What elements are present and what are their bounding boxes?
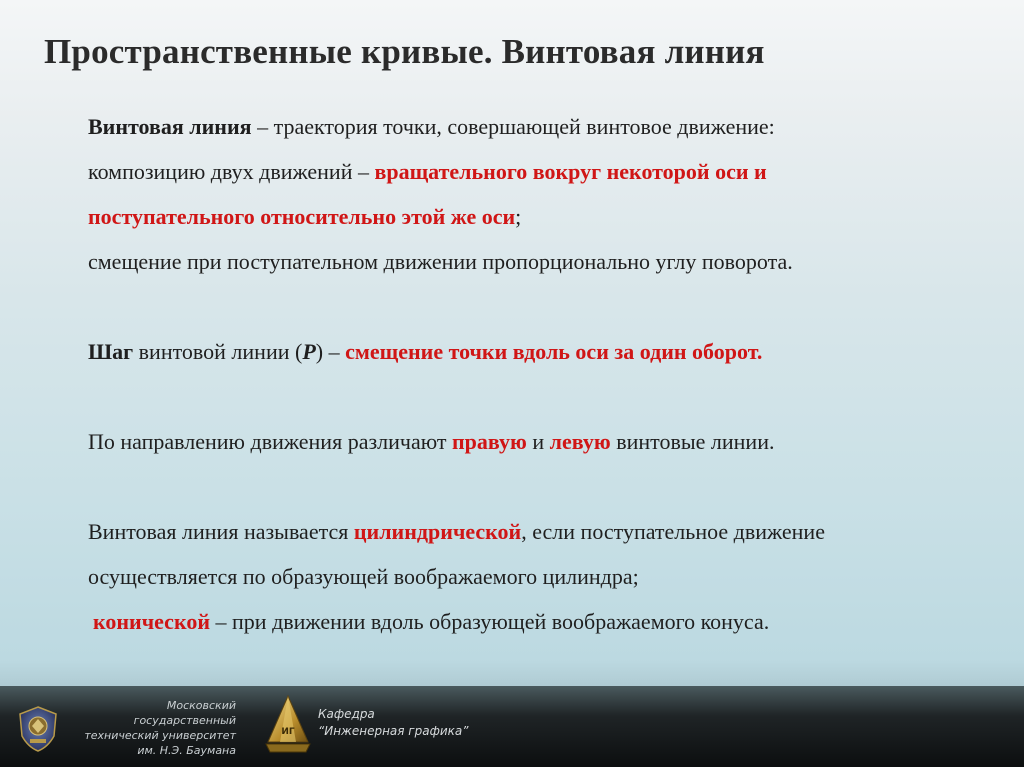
- pitch-definition: [88, 329, 988, 374]
- cylindrical-sentence-line-1: [88, 509, 988, 554]
- direction-text: По направлению движения различают: [88, 429, 452, 454]
- direction-sentence: [88, 419, 988, 464]
- definition-text: – траектория точки, совершающей винтовое движение:: [251, 114, 775, 139]
- department-name-line: Кафедра: [318, 707, 375, 721]
- slide-body: [88, 104, 988, 644]
- department-name-line: “Инженерная графика”: [318, 724, 469, 738]
- university-name-line: им. Н.Э. Баумана: [137, 744, 236, 757]
- pitch-text: ) –: [315, 339, 346, 364]
- pitch-symbol: P: [302, 339, 316, 364]
- highlight-conical: конической: [93, 609, 211, 634]
- direction-text: и: [526, 429, 550, 454]
- cylindrical-text: Винтовая линия называется: [88, 519, 354, 544]
- definition-text: ;: [515, 204, 522, 229]
- definition-line-2: [88, 149, 988, 194]
- footer-bar: [0, 686, 1024, 767]
- definition-line-3: [88, 194, 988, 239]
- highlight-pitch: смещение точки вдоль оси за один оборот.: [345, 339, 763, 364]
- university-name-line: Московский государственный: [133, 699, 236, 727]
- conical-sentence: [88, 599, 988, 644]
- department-logo-icon: [262, 694, 314, 756]
- definition-text: композицию двух движений –: [88, 159, 375, 184]
- term-helix: Винтовая линия: [88, 114, 252, 139]
- highlight-right: правую: [452, 429, 527, 454]
- direction-text: винтовые линии.: [610, 429, 775, 454]
- svg-text:ИГ: ИГ: [281, 727, 295, 737]
- university-name-line: технический университет: [84, 729, 236, 742]
- highlight-rotational: вращательного вокруг некоторой оси и: [374, 159, 767, 184]
- cylindrical-text: осуществляется по образующей воображаемого цилиндра;: [88, 564, 639, 589]
- conical-text: – при движении вдоль образующей воображаемого конуса.: [210, 609, 770, 634]
- definition-line-1: [88, 104, 988, 149]
- definition-text: смещение при поступательном движении пропорционально углу поворота.: [88, 249, 793, 274]
- pitch-text: винтовой линии (: [133, 339, 303, 364]
- university-name: [64, 698, 236, 758]
- definition-line-4: [88, 239, 988, 284]
- slide-title: Пространственные кривые. Винтовая линия: [44, 32, 765, 71]
- highlight-left: левую: [549, 429, 611, 454]
- university-emblem-icon: [18, 706, 58, 752]
- highlight-translational: поступательного относительно этой же оси: [88, 204, 516, 229]
- department-name: [318, 706, 468, 740]
- cylindrical-sentence-line-2: [88, 554, 988, 599]
- term-pitch: Шаг: [88, 339, 134, 364]
- highlight-cylindrical: цилиндрической: [353, 519, 522, 544]
- cylindrical-text: , если поступательное движение: [521, 519, 825, 544]
